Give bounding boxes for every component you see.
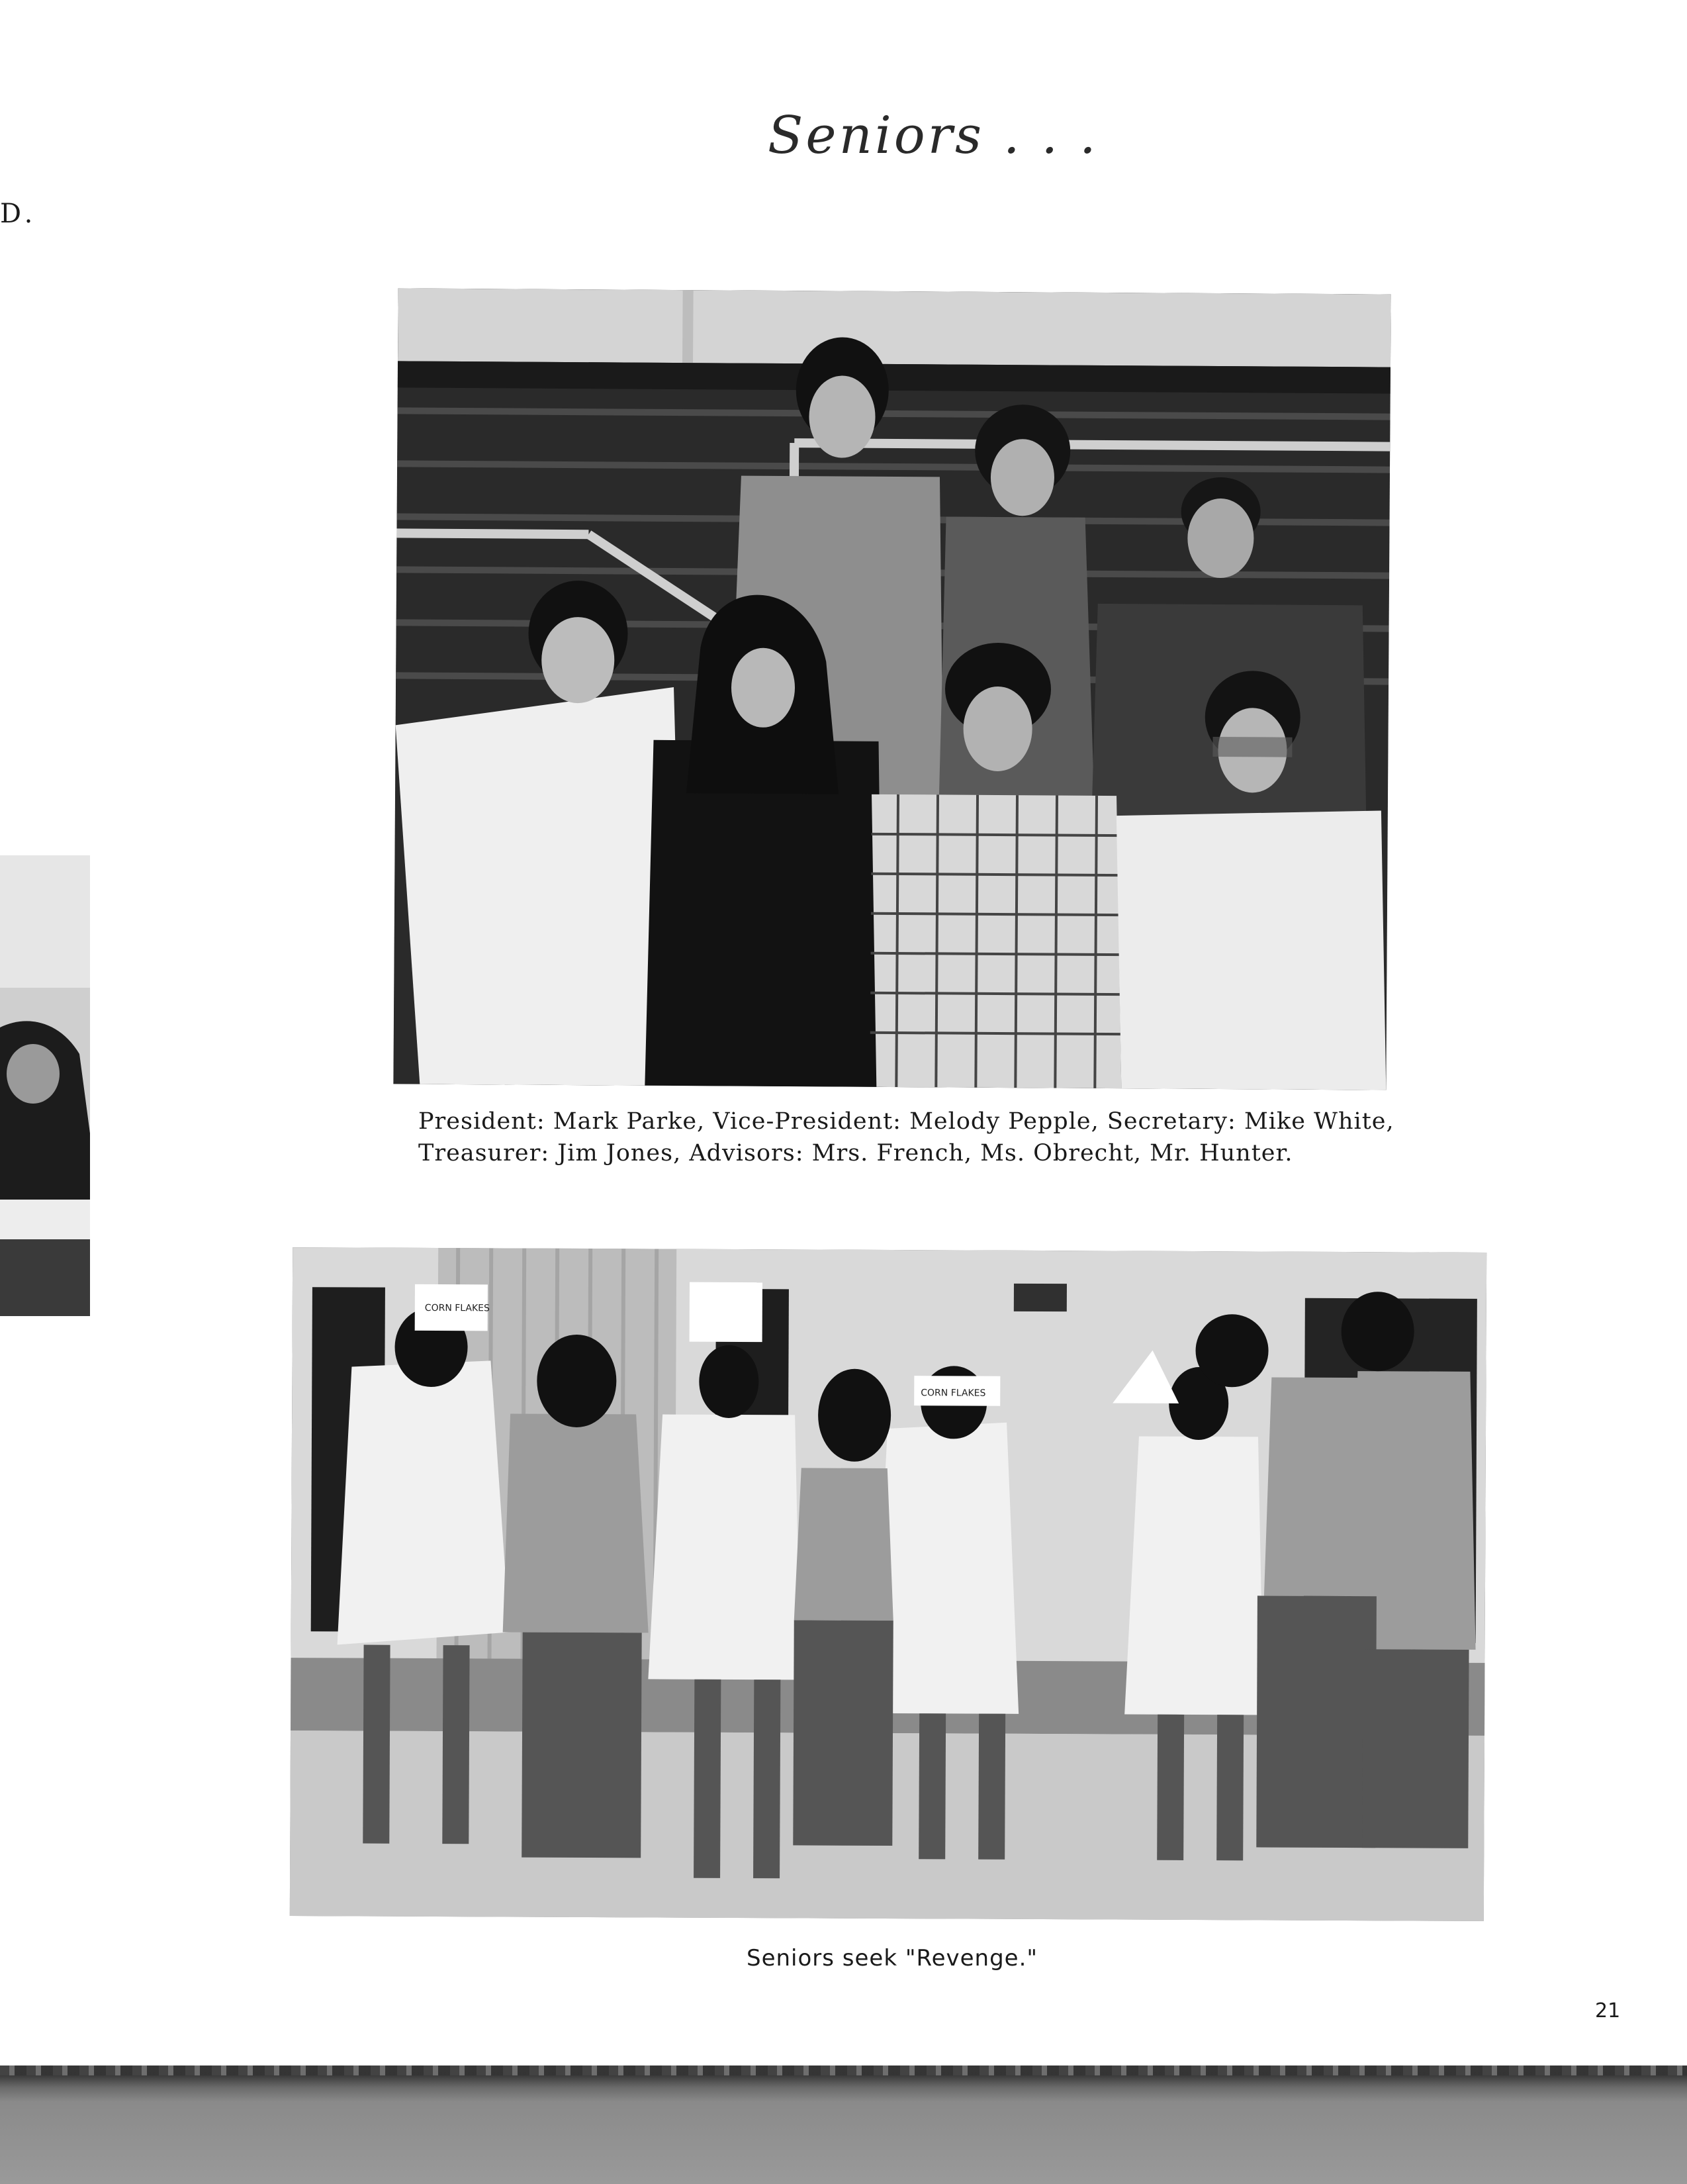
adjacent-page-text-fragment: D. <box>0 199 37 229</box>
revenge-caption: Seniors seek "Revenge." <box>747 1945 1038 1971</box>
page-number: 21 <box>1595 1999 1621 2022</box>
scan-bottom-shadow <box>0 2075 1687 2184</box>
adjacent-page-photo-fragment <box>0 855 90 1316</box>
caption-line: Treasurer: Jim Jones, Advisors: Mrs. French, Ms. Obrecht, Mr. Hunter. <box>418 1140 1293 1166</box>
class-officers-photo <box>393 288 1391 1090</box>
hat-text: CORN FLAKES <box>921 1388 986 1399</box>
caption-line: President: Mark Parke, Vice-President: Melody Pepple, Secretary: Mike White, <box>418 1108 1394 1135</box>
seniors-revenge-photo <box>290 1247 1486 1921</box>
page-title: Seniors . . . <box>768 106 1099 166</box>
officers-caption <box>418 1106 1394 1169</box>
hat-text: CORN FLAKES <box>424 1302 490 1314</box>
